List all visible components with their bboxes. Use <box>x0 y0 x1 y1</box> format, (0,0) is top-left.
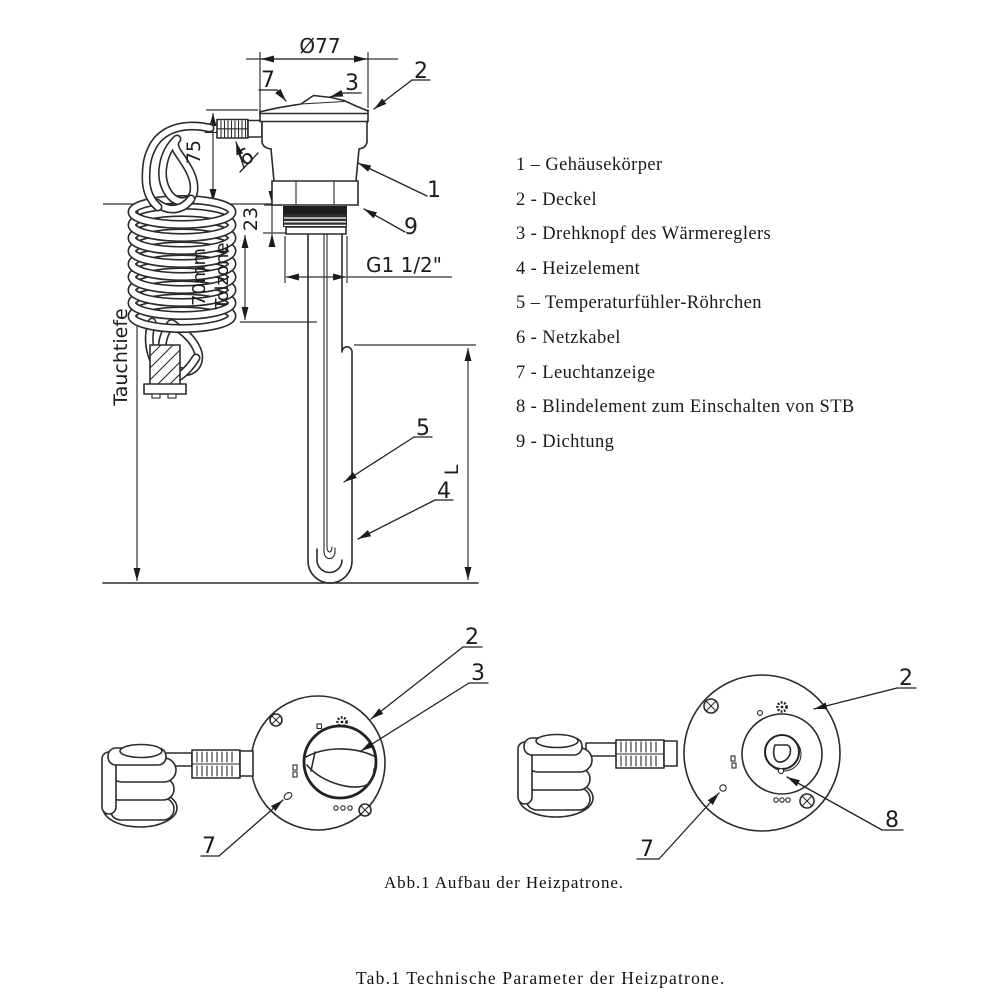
molded-plug-left-view <box>102 745 177 828</box>
cable-gland-right-view <box>616 740 677 768</box>
dim-text-75: 75 <box>183 139 205 165</box>
thermostat-knob <box>304 726 376 798</box>
part-label-2-blind-view: 2 <box>899 666 913 691</box>
sensor-tube <box>324 234 335 559</box>
part-label-2-main: 2 <box>414 59 428 84</box>
bottom-view-with-knob <box>102 625 488 859</box>
legend-item: 1 – Gehäusekörper <box>516 155 663 175</box>
indicator-light <box>720 785 726 791</box>
molding-dots <box>334 806 352 810</box>
housing-body <box>260 96 368 235</box>
thread-section <box>283 214 347 227</box>
part-label-9-main: 9 <box>404 215 418 240</box>
part-label-8-blind-view: 8 <box>885 808 899 833</box>
dim-text-thread-size: G1 1/2" <box>366 253 442 277</box>
screw-icon <box>800 794 814 808</box>
part-label-2-knob-view: 2 <box>465 625 479 650</box>
part-label-7-main: 7 <box>261 68 275 93</box>
dimension-tolzone <box>240 235 317 322</box>
heating-element-tube <box>308 234 352 583</box>
legend-item: 9 - Dichtung <box>516 431 615 452</box>
seal-gasket <box>283 206 347 214</box>
dim-text-tauchtiefe: Tauchtiefe <box>110 308 132 406</box>
legend-item: 6 - Netzkabel <box>516 327 621 348</box>
bottom-view-with-blind-element <box>518 666 916 862</box>
part-label-6-main: 6 <box>233 143 260 172</box>
part-label-3-knob-view: 3 <box>471 661 485 686</box>
molding-dots <box>774 798 790 802</box>
legend-item: 2 - Deckel <box>516 189 598 210</box>
table-caption: Tab.1 Technische Parameter der Heizpatrone. <box>356 968 726 988</box>
dim-text-tolzone: Tolzone <box>212 242 233 310</box>
molded-plug-right-view <box>518 735 593 818</box>
screw-icon <box>270 714 282 726</box>
part-label-7-blind-view: 7 <box>640 837 654 862</box>
figure-caption: Abb.1 Aufbau der Heizpatrone. <box>384 873 624 892</box>
part-label-5-main: 5 <box>416 416 430 441</box>
cable-gland-left-view <box>192 750 253 778</box>
part-label-7-knob-view: 7 <box>202 834 216 859</box>
dim-text-23: 23 <box>240 206 262 232</box>
mark-square <box>317 724 322 729</box>
part-label-1-main: 1 <box>427 178 441 203</box>
cover-circle <box>684 675 840 831</box>
dimension-element-length <box>354 345 476 580</box>
power-plug <box>144 345 186 398</box>
dim-text-70mm: 70mm <box>189 248 210 306</box>
mark-dot <box>758 711 763 716</box>
dim-text-length-L: L <box>441 464 463 476</box>
screw-icon <box>359 804 371 816</box>
part-label-3-main: 3 <box>345 71 359 96</box>
legend-item: 7 - Leuchtanzeige <box>516 362 656 383</box>
main-section-view <box>103 34 478 583</box>
dim-text-diameter: Ø77 <box>299 34 341 58</box>
legend-item: 5 – Temperaturfühler-Röhrchen <box>516 293 762 314</box>
legend-item: 3 - Drehknopf des Wärmereglers <box>516 224 772 245</box>
legend-item: 4 - Heizelement <box>516 258 641 279</box>
parts-legend <box>516 148 855 459</box>
legend-item: 8 - Blindelement zum Einschalten von STB <box>516 397 855 418</box>
screw-icon <box>704 699 718 713</box>
part-label-4-main: 4 <box>437 479 451 504</box>
